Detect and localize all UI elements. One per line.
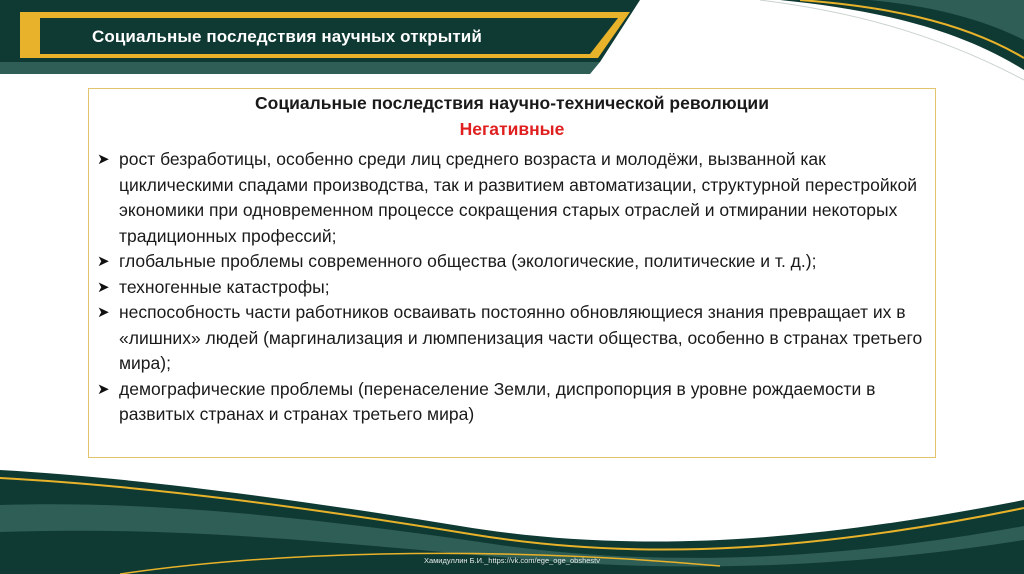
list-item: [95, 377, 931, 428]
list-item-text: глобальные проблемы современного общества (экологические, политические и т. д.);: [119, 251, 817, 271]
footer-credit: Хамидуллин Б.И._https://vk.com/ege_oge_obshestv: [423, 556, 601, 565]
list-item: [95, 300, 931, 377]
arrow-bullet-icon: ➤: [97, 380, 110, 398]
arrow-bullet-icon: ➤: [97, 278, 110, 296]
bullet-list: [95, 147, 931, 428]
page-title: Социальные последствия научных открытий: [92, 27, 482, 46]
arrow-bullet-icon: ➤: [97, 304, 110, 321]
list-item: [95, 147, 931, 249]
box-subtitle: Негативные: [459, 119, 565, 139]
list-item-text: техногенные катастрофы;: [119, 276, 330, 297]
box-title: Социальные последствия научно-технической революции: [255, 93, 769, 113]
content-box: [88, 88, 936, 458]
list-item-text: неспособность части работников осваивать постоянно обновляющиеся знания превращает их в «лишних» людей (маргинализация и люмпенизация части общества, особенно в странах третьего мира);: [119, 302, 923, 373]
list-item: [95, 249, 931, 275]
list-item-text: рост безработицы, особенно среди лиц среднего возраста и молодёжи, вызванной как циклическими спадами производства, так и развитием автоматизации, структурной перестройкой экономики при одновременном процессе сокращения старых отраслей и отмирании некоторых традиционных профессий;: [119, 149, 918, 246]
list-item-text: демографические проблемы (перенаселение Земли, диспропорция в уровне рождаемости в развитых странах и странах третьего мира): [119, 378, 876, 424]
list-item: [95, 275, 931, 301]
arrow-bullet-icon: ➤: [97, 151, 110, 168]
arrow-bullet-icon: ➤: [97, 253, 110, 270]
